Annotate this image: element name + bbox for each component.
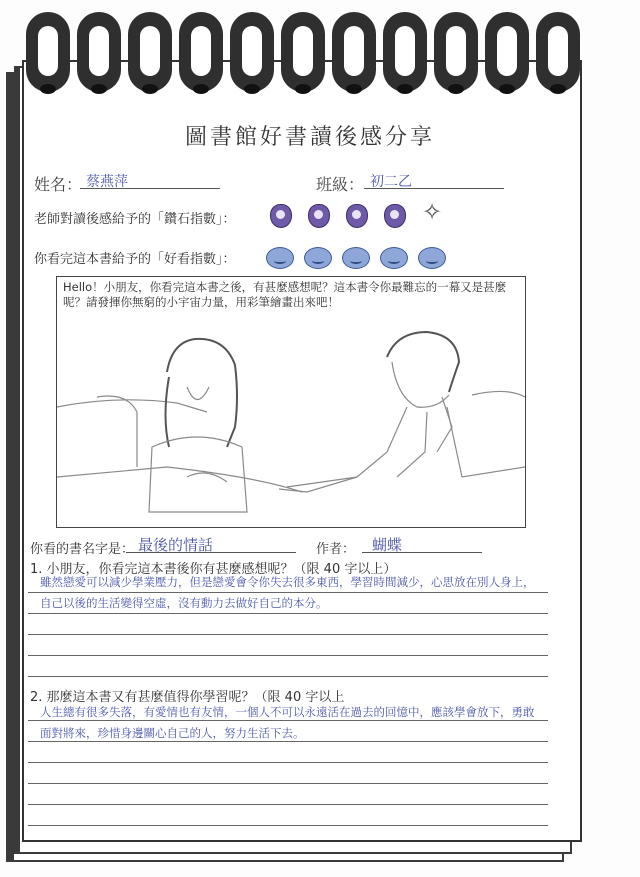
answer-line [28,720,548,721]
binding-ring [383,4,427,96]
answer-line [28,592,548,593]
class-value: 初二乙 [370,174,412,190]
author-label: 作者： [316,542,356,557]
smiley-face-icon [266,247,294,269]
class-underline [364,188,504,189]
answer-line [28,825,548,826]
binding-ring [128,4,172,96]
name-value: 蔡燕萍 [86,174,128,190]
answer-line [28,804,548,805]
answer-line [28,655,548,656]
smiley-face-icon [380,247,408,269]
question-1: 1. 小朋友，你看完這本書後你有甚麼感想呢？（限 40 字以上） [30,562,397,577]
drawing-area [56,276,526,528]
binding-ring [179,4,223,96]
drawing-prompt: Hello！小朋友，你看完這本書之後，有甚麼感想呢？這本書令你最難忘的一幕又是甚麼呢？請發揮你無窮的小宇宙力量，用彩筆繪畫出來吧！ [63,280,507,309]
answer-line [28,634,548,635]
book-title-underline [126,552,296,553]
binding-ring [536,4,580,96]
binding-ring [485,4,529,96]
diamond-filled-icon [308,204,330,228]
binding-ring [230,4,274,96]
question-2: 2. 那麼這本書又有甚麼值得你學習呢？（限 40 字以上 [30,690,345,705]
binding-ring [77,4,121,96]
smiley-face-icon [418,247,446,269]
good-rating-label: 你看完這本書給予的「好看指數」： [34,252,236,267]
spiral-binding [26,4,586,104]
binding-ring [332,4,376,96]
smiley-face-icon [342,247,370,269]
answer-line [28,676,548,677]
book-title-label: 你看的書名字是： [30,542,135,557]
diamond-rating-label: 老師對讀後感給予的「鑽石指數」： [34,212,236,227]
class-label: 班級： [316,175,365,194]
diamond-filled-icon [346,204,368,228]
book-title-value: 最後的情話 [138,536,214,554]
answer-line [28,762,548,763]
author-underline [362,552,482,553]
pencil-drawing-illustration [57,277,525,527]
author-value: 蝴蝶 [372,536,403,554]
answer-1: 雖然戀愛可以減少學業壓力，但是戀愛會令你失去很多東西，學習時間減少，心思放在別人身上，自己以後的生活變得空虛，沒有動力去做好自己的本分。 [40,575,535,610]
page-title: 圖書館好書讀後感分享 [184,125,435,150]
binding-ring [434,4,478,96]
answer-line [28,783,548,784]
name-underline [80,188,220,189]
name-label: 姓名： [34,175,83,194]
binding-ring [281,4,325,96]
binding-ring [26,4,70,96]
diamond-empty-icon: ✧ [422,198,443,226]
answer-line [28,613,548,614]
answer-line [28,741,548,742]
diamond-filled-icon [384,204,406,228]
answer-2: 人生總有很多失落，有愛情也有友情，一個人不可以永遠活在過去的回憶中，應該學會放下，勇敢面對將來，珍惜身邊關心自己的人，努力生活下去。 [40,705,535,740]
diamond-filled-icon [270,204,292,228]
smiley-face-icon [304,247,332,269]
